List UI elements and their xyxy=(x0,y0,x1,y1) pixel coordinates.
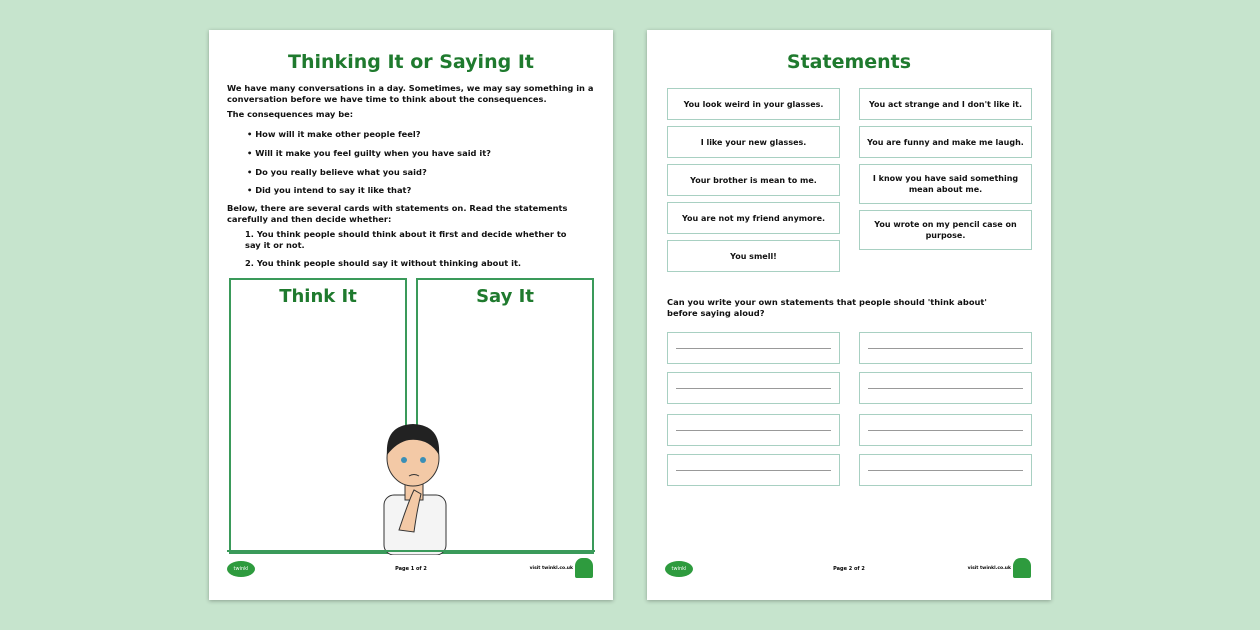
page-number: Page 2 of 2 xyxy=(833,566,865,572)
option-2: 2. You think people should say it without thinking about it. xyxy=(245,258,522,268)
blank-card[interactable] xyxy=(667,454,840,486)
intro-text: We have many conversations in a day. Sometimes, we may say something in a conversation before we have time to think about the consequences. xyxy=(227,83,594,104)
option-1: 1. You think people should think about it first and decide whether to say it or not. xyxy=(245,229,567,250)
blank-card[interactable] xyxy=(667,372,840,404)
instruction-text: Below, there are several cards with statements on. Read the statements carefully and then decide whether: xyxy=(227,203,568,224)
blank-card[interactable] xyxy=(667,332,840,364)
page-title: Thinking It or Saying It xyxy=(288,51,534,73)
consequences-label: The consequences may be: xyxy=(227,109,354,119)
statement-card: You are funny and make me laugh. xyxy=(859,126,1032,158)
statement-card: You are not my friend anymore. xyxy=(667,202,840,234)
statement-card: I like your new glasses. xyxy=(667,126,840,158)
twinkl-logo: twinkl xyxy=(665,561,693,577)
worksheet-page-1 xyxy=(209,30,613,600)
bullet-item: • Did you intend to say it like that? xyxy=(247,185,412,195)
footer-url: visit twinkl.co.uk xyxy=(967,566,1011,571)
tree-logo-icon xyxy=(575,558,593,578)
question-text: Can you write your own statements that people should 'think about' before saying aloud? xyxy=(667,297,987,318)
statement-card: You smell! xyxy=(667,240,840,272)
say-it-label: Say It xyxy=(476,286,534,307)
page-number: Page 1 of 2 xyxy=(395,566,427,572)
worksheet-page-2 xyxy=(647,30,1051,600)
footer-url: visit twinkl.co.uk xyxy=(529,566,573,571)
twinkl-logo: twinkl xyxy=(227,561,255,577)
bullet-item: • Do you really believe what you said? xyxy=(247,167,427,177)
statement-card: You wrote on my pencil case on purpose. xyxy=(859,210,1032,250)
statement-card: You act strange and I don't like it. xyxy=(859,88,1032,120)
statement-card: I know you have said something mean about me. xyxy=(859,164,1032,204)
blank-card[interactable] xyxy=(859,414,1032,446)
page-title: Statements xyxy=(786,51,912,73)
footer-rule xyxy=(227,550,595,552)
blank-card[interactable] xyxy=(859,332,1032,364)
think-it-label: Think It xyxy=(279,286,357,307)
blank-card[interactable] xyxy=(667,414,840,446)
statement-card: Your brother is mean to me. xyxy=(667,164,840,196)
bullet-item: • Will it make you feel guilty when you have said it? xyxy=(247,148,491,158)
thinking-boy-illustration xyxy=(369,410,459,555)
bullet-item: • How will it make other people feel? xyxy=(247,129,421,139)
blank-card[interactable] xyxy=(859,454,1032,486)
tree-logo-icon xyxy=(1013,558,1031,578)
blank-card[interactable] xyxy=(859,372,1032,404)
statement-card: You look weird in your glasses. xyxy=(667,88,840,120)
